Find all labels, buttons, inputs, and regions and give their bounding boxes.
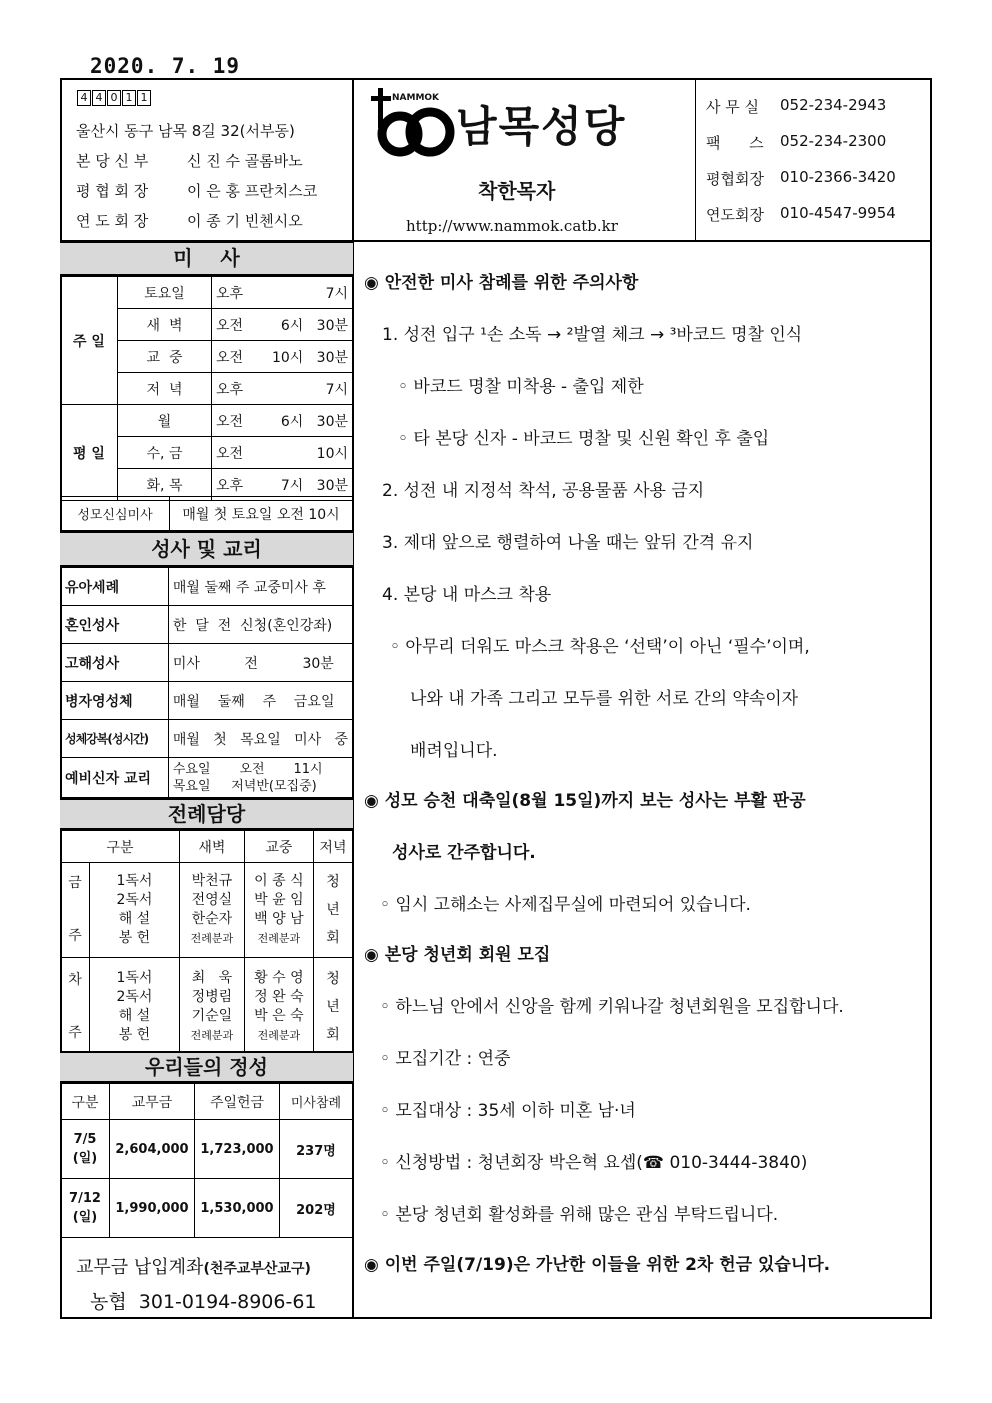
sacrament-value: 미사 전 30분 <box>168 644 352 682</box>
parish-logo <box>368 86 688 166</box>
account-number: 농협 301-0194-8906-61 <box>90 1291 317 1313</box>
mass-day: 새 벽 <box>118 309 212 341</box>
account-label: 교무금 납입계좌(천주교부산교구) <box>76 1257 311 1278</box>
notice-line: 배려입니다. <box>410 741 498 761</box>
marian-mass-label: 성모신심미사 <box>61 497 170 531</box>
week-label: 금 주 <box>61 863 90 958</box>
notice-line: ◦ 아무리 더워도 마스크 착용은 ‘선택’이 아닌 ‘필수’이며, <box>390 637 810 657</box>
notice-line: ◦ 모집기간 : 연중 <box>380 1049 511 1069</box>
bulletin-subtitle: 착한목자 <box>478 179 556 203</box>
offering-collection: 1,723,000 <box>195 1120 280 1179</box>
prayer-phone-label: 연도회장 <box>706 206 764 224</box>
council-phone: 010-2366-3420 <box>780 168 896 186</box>
offering-dues: 1,990,000 <box>110 1179 195 1238</box>
notice-line: 4. 본당 내 마스크 착용 <box>382 585 552 605</box>
offering-date: 7/5 (일) <box>61 1120 110 1179</box>
liturgy-roles: 1독서 2독서 해 설 봉 헌 <box>90 958 180 1056</box>
liturgy-section-title: 전례담당 <box>60 798 353 830</box>
council-president-label: 평 협 회 장 <box>76 182 149 200</box>
sacrament-label: 혼인성사 <box>61 606 169 644</box>
sacraments-table <box>60 567 353 798</box>
parish-url[interactable]: http://www.nammok.catb.kr <box>406 217 618 235</box>
office-phone: 052-234-2943 <box>780 96 887 114</box>
mass-time: 오후 7시 <box>212 373 353 405</box>
liturgy-header: 저녁 <box>313 831 352 863</box>
sacrament-label: 예비신자 교리 <box>61 758 169 798</box>
weekday-label: 평 일 <box>61 405 118 501</box>
mass-day: 수, 금 <box>118 437 212 469</box>
postal-code: 4 4 0 1 1 <box>77 90 152 106</box>
notice-line: ◦ 타 본당 신자 - 바코드 명찰 및 신원 확인 후 출입 <box>398 429 770 449</box>
mass-time: 오전 10시 30분 <box>212 341 353 373</box>
notice-heading: ◉ 본당 청년회 회원 모집 <box>364 945 551 965</box>
marian-mass-table <box>60 496 353 531</box>
fax-label: 팩 스 <box>706 134 764 152</box>
notice-line: ◦ 바코드 명찰 미착용 - 출입 제한 <box>398 377 644 397</box>
mass-day: 토요일 <box>118 277 212 309</box>
liturgy-table <box>60 830 353 1056</box>
prayer-president-name: 이 종 기 빈첸시오 <box>187 212 303 230</box>
notice-line: 1. 성전 입구 ¹손 소독 → ²발열 체크 → ³바코드 명찰 인식 <box>382 325 803 345</box>
pastor-name: 신 진 수 골롬바노 <box>187 152 303 170</box>
offering-section-title: 우리들의 정성 <box>60 1051 353 1083</box>
logo-title: 남목성당 <box>456 102 627 151</box>
notice-line: ◦ 임시 고해소는 사제집무실에 마련되어 있습니다. <box>380 895 751 915</box>
bulletin-date: 2020. 7. 19 <box>90 54 241 78</box>
sacrament-value: 매월 둘째 주 금요일 <box>168 682 352 720</box>
liturgy-header: 교중 <box>244 831 313 863</box>
liturgy-main: 이 종 식 박 윤 임 백 양 남 전례분과 <box>244 863 313 958</box>
fax-number: 052-234-2300 <box>780 132 887 150</box>
liturgy-evening: 청 년 회 <box>313 958 352 1056</box>
offering-attendance: 237명 <box>280 1120 353 1179</box>
liturgy-header: 새벽 <box>179 831 244 863</box>
notice-line: 나와 내 가족 그리고 모두를 위한 서로 간의 약속이자 <box>410 689 799 709</box>
liturgy-roles: 1독서 2독서 해 설 봉 헌 <box>90 863 180 958</box>
notice-heading: ◉ 이번 주일(7/19)은 가난한 이들을 위한 2차 헌금 있습니다. <box>364 1255 831 1275</box>
offering-date: 7/12 (일) <box>61 1179 110 1238</box>
mass-time: 오후 7시 30분 <box>212 469 353 501</box>
notice-line: 2. 성전 내 지정석 착석, 공용물품 사용 금지 <box>382 481 705 501</box>
mass-day: 화, 목 <box>118 469 212 501</box>
offering-attendance: 202명 <box>280 1179 353 1238</box>
sacraments-section-title: 성사 및 교리 <box>60 531 353 567</box>
council-phone-label: 평협회장 <box>706 170 764 188</box>
offering-table <box>60 1083 353 1238</box>
liturgy-header: 구분 <box>61 831 180 863</box>
sunday-label: 주 일 <box>61 277 118 405</box>
offering-header: 미사참례 <box>280 1084 353 1120</box>
prayer-president-label: 연 도 회 장 <box>76 212 149 230</box>
mass-day: 월 <box>118 405 212 437</box>
header-divider <box>695 79 696 241</box>
sacrament-label: 고해성사 <box>61 644 169 682</box>
mass-time: 오전 6시 30분 <box>212 405 353 437</box>
notice-heading: ◉ 성모 승천 대축일(8월 15일)까지 보는 성사는 부활 판공 <box>364 791 806 811</box>
mass-schedule-table <box>60 276 353 501</box>
mass-day: 저 녁 <box>118 373 212 405</box>
offering-header: 주일헌금 <box>195 1084 280 1120</box>
liturgy-main: 황 수 영 정 완 숙 박 은 숙 전례분과 <box>244 958 313 1056</box>
offering-dues: 2,604,000 <box>110 1120 195 1179</box>
offering-header: 교무금 <box>110 1084 195 1120</box>
sacrament-value: 한 달 전 신청(혼인강좌) <box>168 606 352 644</box>
prayer-phone: 010-4547-9954 <box>780 204 896 222</box>
office-label: 사 무 실 <box>706 98 760 116</box>
mass-time: 오후 7시 <box>212 277 353 309</box>
notice-line: ◦ 본당 청년회 활성화를 위해 많은 관심 부탁드립니다. <box>380 1205 779 1225</box>
mass-time: 오전 6시 30분 <box>212 309 353 341</box>
sacrament-value: 수요일 오전 11시 목요일 저녁반(모집중) <box>168 758 352 798</box>
mass-section-title: 미 사 <box>60 241 353 276</box>
sacrament-value: 매월 첫 목요일 미사 중 <box>168 720 352 758</box>
notice-line: ◦ 하느님 안에서 신앙을 함께 키워나갈 청년회원을 모집합니다. <box>380 997 844 1017</box>
sacrament-label: 유아세례 <box>61 568 169 606</box>
offering-header: 구분 <box>61 1084 110 1120</box>
sacrament-value: 매월 둘째 주 교중미사 후 <box>168 568 352 606</box>
notice-line: 3. 제대 앞으로 행렬하여 나올 때는 앞뒤 간격 유지 <box>382 533 754 553</box>
mass-day: 교 중 <box>118 341 212 373</box>
marian-mass-time: 매월 첫 토요일 오전 10시 <box>170 497 353 531</box>
address: 울산시 동구 남목 8길 32(서부동) <box>76 122 295 140</box>
liturgy-dawn: 최 욱 정병림 기순일 전례분과 <box>179 958 244 1056</box>
logo-english: NAMMOK <box>392 93 440 103</box>
liturgy-dawn: 박천규 전영실 한순자 전례분과 <box>179 863 244 958</box>
notice-line: 성사로 간주합니다. <box>392 843 536 863</box>
mass-time: 오전 10시 <box>212 437 353 469</box>
offering-collection: 1,530,000 <box>195 1179 280 1238</box>
sacrament-label: 병자영성체 <box>61 682 169 720</box>
liturgy-evening: 청 년 회 <box>313 863 352 958</box>
notice-heading: ◉ 안전한 미사 참례를 위한 주의사항 <box>364 273 639 293</box>
notice-line: ◦ 모집대상 : 35세 이하 미혼 남·녀 <box>380 1101 636 1121</box>
council-president-name: 이 은 홍 프란치스코 <box>187 182 318 200</box>
notice-line: ◦ 신청방법 : 청년회장 박은혁 요셉(☎ 010-3444-3840) <box>380 1153 808 1173</box>
sacrament-label: 성체강복(성시간) <box>61 720 169 758</box>
pastor-label: 본 당 신 부 <box>76 152 149 170</box>
week-label: 차 주 <box>61 958 90 1056</box>
